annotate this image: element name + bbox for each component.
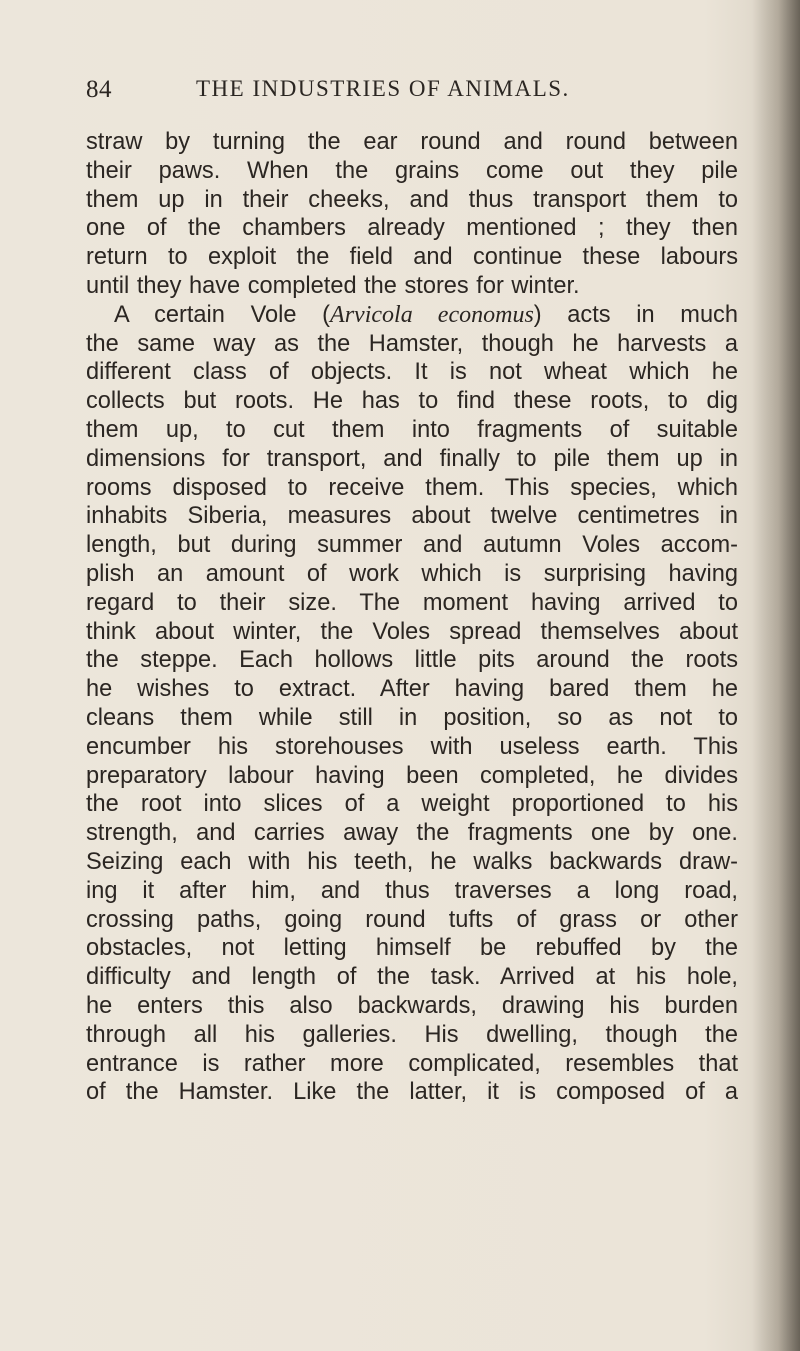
text-line: the steppe. Each hollows little pits around the roots [86,647,738,674]
text-line: dimensions for transport, and finally to pile them up in [86,445,738,472]
body-text [86,128,738,1107]
running-head: THE INDUSTRIES OF ANIMALS. [196,76,570,101]
text-line: them up, to cut them into fragments of suitable [86,416,738,443]
text-line: one of the chambers already mentioned ; they then [86,215,738,242]
text-line: preparatory labour having been completed, he divides [86,762,738,789]
text-line: the root into slices of a weight proportioned to his [86,791,738,818]
text-line: obstacles, not letting himself be rebuffed by the [86,935,738,962]
text-line: he enters this also backwards, drawing his burden [86,992,738,1019]
text-line: rooms disposed to receive them. This species, which [86,474,738,501]
text-line: of the Hamster. Like the latter, it is composed of a [86,1079,738,1106]
text-line-paragraph-start [86,301,738,330]
text-line: cleans them while still in position, so as not to [86,704,738,731]
text-line: regard to their size. The moment having arrived to [86,589,738,616]
text-line: entrance is rather more complicated, resembles that [86,1050,738,1077]
text-line: the same way as the Hamster, though he harvests a [86,330,738,357]
text-line: ing it after him, and thus traverses a long road, [86,877,738,904]
text-line: length, but during summer and autumn Voles accom- [86,532,738,559]
text-segment: A certain Vole ( [114,301,331,328]
text-line: return to exploit the field and continue these labours [86,244,738,271]
text-line: them up in their cheeks, and thus transport them to [86,186,738,213]
text-line: until they have completed the stores for winter. [86,272,580,299]
text-segment: ) acts in much [533,301,738,328]
text-line: their paws. When the grains come out they pile [86,157,738,184]
text-line: think about winter, the Voles spread themselves about [86,618,738,645]
text-line: strength, and carries away the fragments one by one. [86,820,738,847]
text-line: Seizing each with his teeth, he walks backwards draw- [86,848,738,875]
page-edge-shadow [752,0,800,1351]
text-line: difficulty and length of the task. Arrived at his hole, [86,964,738,991]
text-line: collects but roots. He has to find these roots, to dig [86,388,738,415]
text-line: plish an amount of work which is surprising having [86,560,738,587]
text-line: straw by turning the ear round and round between [86,129,738,155]
text-line: inhabits Siberia, measures about twelve centimetres in [86,503,738,530]
text-line: encumber his storehouses with useless earth. This [86,733,738,760]
page-number: 84 [86,76,112,103]
text-line: different class of objects. It is not wheat which he [86,359,738,386]
species-name-italic: Arvicola economus [330,301,534,328]
text-line: he wishes to extract. After having bared them he [86,676,738,703]
text-line: crossing paths, going round tufts of grass or other [86,906,738,933]
text-line: through all his galleries. His dwelling, though the [86,1021,738,1048]
page-header [86,76,746,110]
